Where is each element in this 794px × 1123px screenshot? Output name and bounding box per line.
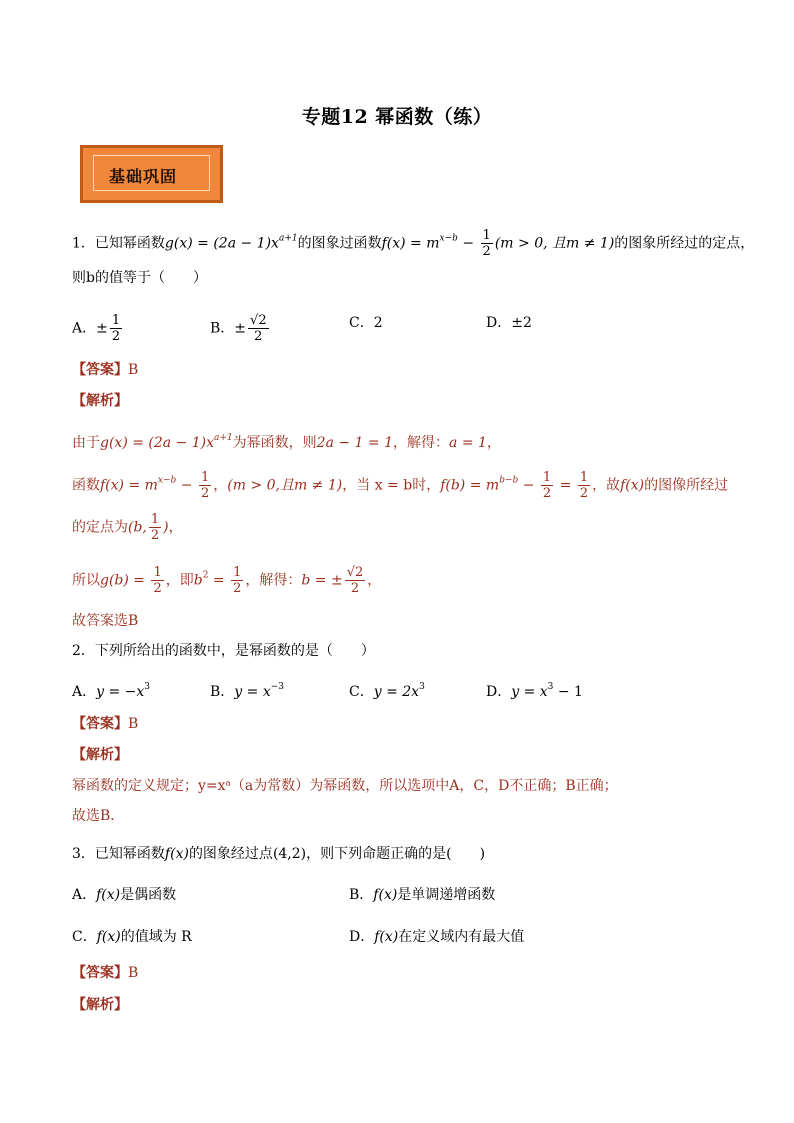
answer-label: 【答案】: [72, 965, 128, 981]
option-formula: f(x): [96, 887, 121, 903]
q3-option-d: [349, 927, 524, 947]
q3-text: ，则下列命题正确的是( ): [306, 846, 486, 862]
option-text: 的值域为 R: [120, 929, 192, 945]
q1-solution-line3: [72, 512, 183, 543]
solution-formula: g(b) =: [100, 572, 150, 589]
answer-value: B: [128, 362, 139, 378]
fraction-numerator: 1: [150, 512, 160, 527]
option-letter: A．: [72, 320, 97, 337]
solution-formula: g(x) = (2a − 1)x: [100, 435, 215, 451]
option-formula: y = −x: [96, 684, 145, 700]
solution-text: ，当 x = b时，: [342, 477, 441, 494]
section-banner: [80, 145, 223, 203]
option-formula-tail: − 1: [553, 684, 583, 700]
q2-option-d: [486, 677, 583, 702]
solution-fraction: [345, 565, 366, 596]
option-exponent: 3: [419, 682, 425, 692]
q1-text: 已知幂函数: [94, 235, 165, 252]
q2-option-a: [72, 677, 150, 702]
option-letter: C．: [72, 929, 97, 945]
solution-text: ，解得：: [245, 572, 302, 589]
fraction-numerator: 1: [200, 470, 210, 485]
solution-text: 为幂函数，则: [232, 435, 317, 451]
option-letter: D．: [349, 929, 375, 945]
solution-exponent: x−b: [157, 475, 177, 486]
solution-text: ，: [213, 477, 228, 494]
q1-text: 的图象过函数: [297, 235, 382, 252]
option-letter: A．: [72, 887, 97, 903]
solution-text: ，: [367, 572, 382, 589]
q2-answer: [72, 714, 138, 734]
q3-text: 3．已知幂函数: [72, 846, 165, 862]
solution-exponent: a+1: [214, 433, 233, 443]
fraction-numerator: 1: [482, 228, 491, 243]
answer-value: B: [128, 965, 139, 981]
option-exponent: 3: [144, 682, 151, 692]
solution-text: 由于: [72, 435, 100, 451]
option-text: 在定义域内有最大值: [398, 929, 525, 945]
solution-text: 所以: [72, 572, 100, 589]
solution-exponent: b−b: [499, 475, 519, 486]
q1-condition: (m > 0, 且m ≠ 1): [494, 235, 615, 252]
option-letter: D．: [486, 684, 512, 700]
q3-point: (4,2): [272, 846, 307, 862]
option-letter: A．: [72, 684, 97, 700]
option-exponent: −3: [270, 682, 285, 692]
solution-fraction: [541, 470, 553, 501]
banner-label: 基础巩固: [109, 167, 178, 186]
q1-fx-formula: f(x) = m: [381, 235, 440, 252]
q1-fx-exponent: x−b: [439, 233, 458, 244]
solution-formula: (b,: [128, 519, 147, 536]
q1-text: 的图象所经过的定点，: [614, 235, 755, 252]
option-text: 是偶函数: [120, 887, 177, 903]
solution-text: ，: [168, 519, 183, 536]
q1-gx-exponent: a+1: [278, 233, 298, 244]
option-formula: y = x: [234, 684, 271, 700]
q1-conclusion: 故答案选B: [72, 613, 139, 629]
fraction-denominator: 2: [111, 329, 121, 344]
q3-stem: [72, 844, 485, 864]
q1-number: 1．: [72, 235, 95, 252]
q3-text: 的图象经过点: [188, 846, 273, 862]
option-fraction: [248, 313, 269, 344]
q1-minus: −: [457, 235, 479, 252]
solution-text: ，: [486, 435, 501, 451]
solution-formula: ): [163, 519, 169, 536]
option-text: ±2: [511, 315, 532, 331]
q1-option-a: [72, 313, 124, 344]
fraction-denominator: 2: [153, 581, 162, 596]
answer-label: 【答案】: [72, 362, 128, 378]
solution-text: =: [555, 477, 576, 494]
option-formula: y = 2x: [373, 684, 420, 700]
solution-text: ，解得：: [393, 435, 450, 451]
q3-formula: f(x): [164, 846, 189, 862]
solution-text: ，即: [165, 572, 194, 589]
option-letter: B．: [210, 320, 235, 337]
q1-option-c: [349, 313, 383, 333]
solution-text: =: [208, 572, 230, 589]
fraction-numerator: √2: [346, 565, 364, 580]
solution-exponent: 2: [202, 570, 209, 581]
option-letter: D．: [486, 315, 512, 331]
q1-stem-line2: 则b的值等于（ ）: [72, 270, 207, 286]
q1-option-d: [486, 313, 532, 333]
q3-answer: [72, 963, 138, 983]
fraction-denominator: 2: [579, 486, 589, 501]
option-exponent: 3: [547, 682, 554, 692]
solution-text: 函数: [72, 477, 100, 494]
solution-formula: f(x) = m: [100, 477, 158, 494]
fraction-denominator: 2: [233, 581, 242, 596]
option-text: 2: [373, 315, 383, 331]
answer-label: 【答案】: [72, 716, 128, 732]
solution-text: −: [518, 477, 539, 494]
q1-solution-line2: [72, 470, 728, 501]
page-title: 专题12 幂函数（练）: [301, 106, 493, 128]
solution-fraction: [149, 512, 161, 543]
fraction-denominator: 2: [542, 486, 552, 501]
q1-answer: [72, 360, 138, 380]
option-formula: f(x): [373, 887, 398, 903]
solution-fraction: [578, 470, 590, 501]
q1-half-fraction: [481, 228, 493, 259]
q2-option-b: [210, 677, 284, 702]
solution-fraction: [231, 565, 243, 596]
option-fraction: [110, 313, 122, 344]
option-formula: y = x: [511, 684, 548, 700]
fraction-denominator: 2: [254, 329, 263, 344]
option-text: 是单调递增函数: [397, 887, 496, 903]
answer-value: B: [128, 716, 139, 732]
fraction-denominator: 2: [482, 244, 491, 259]
solution-text: 的图像所经过: [644, 477, 729, 494]
solution-formula: b = ±: [301, 572, 343, 589]
fraction-numerator: 1: [579, 470, 589, 485]
fraction-numerator: 1: [111, 313, 121, 328]
fraction-denominator: 2: [350, 581, 360, 596]
q1-solution-line1: [72, 428, 501, 453]
solution-formula: a = 1: [449, 435, 487, 451]
solution-formula: 2a − 1 = 1: [316, 435, 394, 451]
fraction-numerator: 1: [542, 470, 552, 485]
q1-gx-formula: g(x) = (2a − 1)x: [164, 235, 279, 252]
q1-solution-line4: [72, 565, 381, 596]
fraction-denominator: 2: [200, 486, 210, 501]
option-sign: ±: [234, 320, 247, 337]
q2-stem: 2．下列所给出的函数中，是幂函数的是（ ）: [72, 643, 375, 659]
option-letter: C．: [349, 684, 374, 700]
solution-formula: f(x): [620, 477, 645, 494]
fraction-denominator: 2: [150, 528, 160, 543]
q1-analysis-label: 【解析】: [72, 393, 128, 409]
q2-analysis-label: 【解析】: [72, 747, 128, 763]
q2-conclusion: 故选B．: [72, 808, 125, 824]
option-letter: B．: [210, 684, 235, 700]
q1-stem-line1: [72, 228, 754, 259]
option-letter: C．: [349, 315, 374, 331]
solution-formula: (m > 0,且m ≠ 1): [227, 477, 343, 494]
q3-analysis-label: 【解析】: [72, 997, 128, 1013]
fraction-numerator: 1: [153, 565, 162, 580]
q1-option-b: [210, 313, 271, 344]
q2-option-c: [349, 677, 425, 702]
q3-option-c: [72, 927, 192, 947]
solution-fraction: [199, 470, 211, 501]
fraction-numerator: √2: [250, 313, 267, 328]
option-letter: B．: [349, 887, 374, 903]
solution-formula: f(b) = m: [440, 477, 500, 494]
solution-text: ，故: [592, 477, 621, 494]
option-sign: ±: [96, 320, 108, 337]
solution-text: 的定点为: [72, 519, 128, 536]
option-formula: f(x): [96, 929, 121, 945]
q3-option-a: [72, 885, 176, 905]
q2-explanation: 幂函数的定义规定；y=xᵃ（a为常数）为幂函数，所以选项中A，C，D不正确；B正确；: [72, 778, 618, 794]
solution-fraction: [151, 565, 163, 596]
solution-text: −: [176, 477, 197, 494]
solution-formula: b: [193, 572, 203, 589]
q3-option-b: [349, 885, 495, 905]
option-formula: f(x): [374, 929, 399, 945]
fraction-numerator: 1: [233, 565, 242, 580]
